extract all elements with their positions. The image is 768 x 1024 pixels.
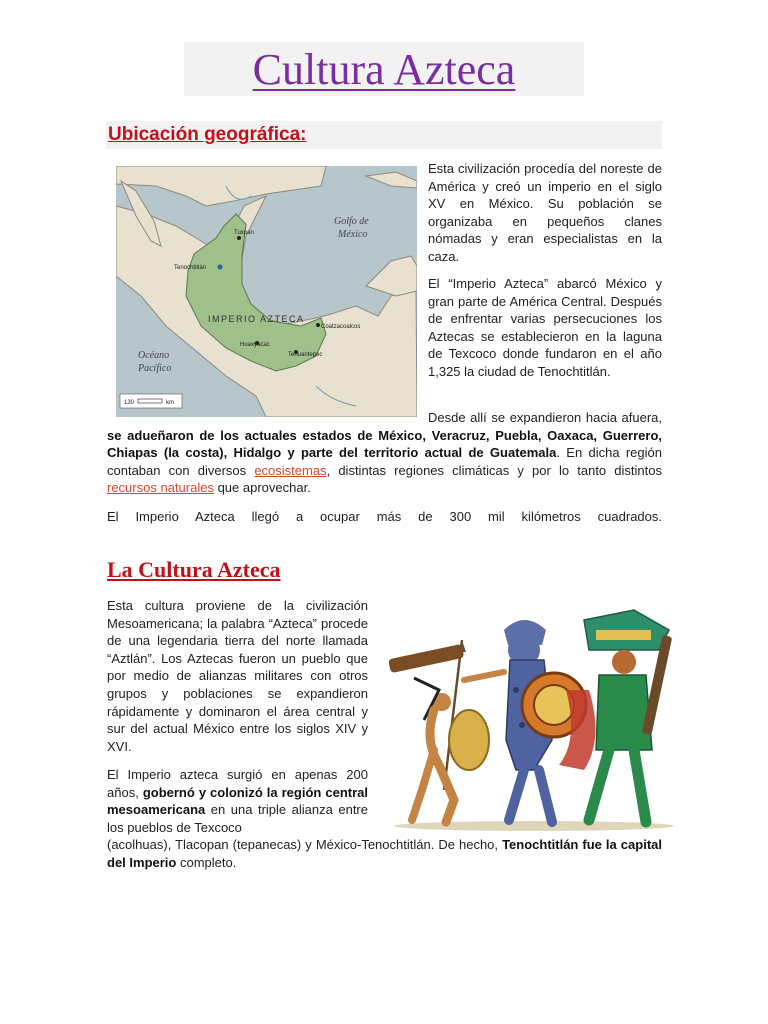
section-heading-cultura: La Cultura Azteca [107,557,281,582]
map-scale-unit: km [166,400,174,406]
section-heading-bar [106,121,662,149]
capital-text-end: completo. [176,854,237,870]
title-banner [184,42,584,96]
link-recursos-naturales[interactable]: recursos naturales [107,480,214,496]
paragraph-expansion [107,409,662,497]
expansion-text-d: que aprovechar. [213,480,311,496]
aztec-warriors-illustration [384,590,676,832]
surgio-bold-a: gobernó y colonizó la región central mesoamericana [107,784,368,818]
surgio-text-b: en una triple alianza entre los pueblos de Texcoco [107,802,368,835]
paragraph-cultura: Esta cultura proviene de la civilización Mesoamericana; la palabra “Azteca” procede de una legendaria tierra del norte llamada “Aztlán”. Los Aztecas fueron un pueblo que por medio de alianzas militares con otros grupos y poblaciones se expandieron rápidamente y dominaron el área central y sur del actual México entre los siglos XIV y XVI. [107,598,368,754]
paragraph-extension: El Imperio Azteca llegó a ocupar más de 300 mil kilómetros cuadrados. [107,509,662,524]
capital-bold: Tenochtitlán fue la capital del Imperio [107,837,662,870]
paragraph-origen: Esta civilización procedía del noreste de América y creó un imperio en el siglo XV en México. Su población se organizaba en pequeños clanes nómadas y eran especialistas en la caza. [428,161,662,264]
paragraph-capital [107,836,662,871]
expansion-bold: se adueñaron de los actuales estados de México, Veracruz, Puebla, Oaxaca, Guerrero, Chiapas (la costa), Hidalgo y parte del territorio actual de Guatemala [107,427,662,461]
map-label-gulf: Golfo de [334,216,369,227]
capital-text: (acolhuas), Tlacopan (tepanecas) y México-Tenochtitlán. De hecho, [107,837,503,852]
map-label-ocean: Océano [138,350,170,361]
expansion-text-b: . En dicha región contaban con diversos [107,445,662,478]
paragraph-imperio-surgio [107,766,368,836]
section-heading-ubicacion: Ubicación geográfica: [108,124,307,145]
paragraph-imperio: El “Imperio Azteca” abarcó México y gran parte de América Central. Después de enfrentar varias persecuciones los Aztecas se establecieron en la laguna de Texcoco donde fundaron en el año 1,325 la ciudad de Tenochtitlán. [428,276,662,379]
map-label-tuxpan: Tuxpan [234,230,254,236]
map-label-empire: IMPERIO AZTECA [208,314,305,324]
map-scale-value: 130 [124,400,135,406]
page-title: Cultura Azteca [252,44,516,94]
map-label-gulf-2: México [338,229,368,240]
expansion-text-a: Desde allí se expandieron hacia afuera, [428,410,662,425]
map-imperio-azteca [116,166,417,417]
map-label-tehuantepec: Tehuantepec [288,352,323,358]
map-label-coatzacoalcos: Coatzacoalcos [321,324,361,330]
map-label-ocean-2: Pacífico [138,363,172,374]
link-ecosistemas[interactable]: ecosistemas [254,462,327,478]
map-label-huaxyacac: Huaxyacac [240,342,270,348]
map-label-tenochtitlan: Tenochtitlán [174,265,207,271]
surgio-text-a: El Imperio azteca surgió en apenas 200 años, [107,767,368,800]
expansion-text-c: , distintas regiones climáticas y por lo tanto distintos [326,462,662,478]
